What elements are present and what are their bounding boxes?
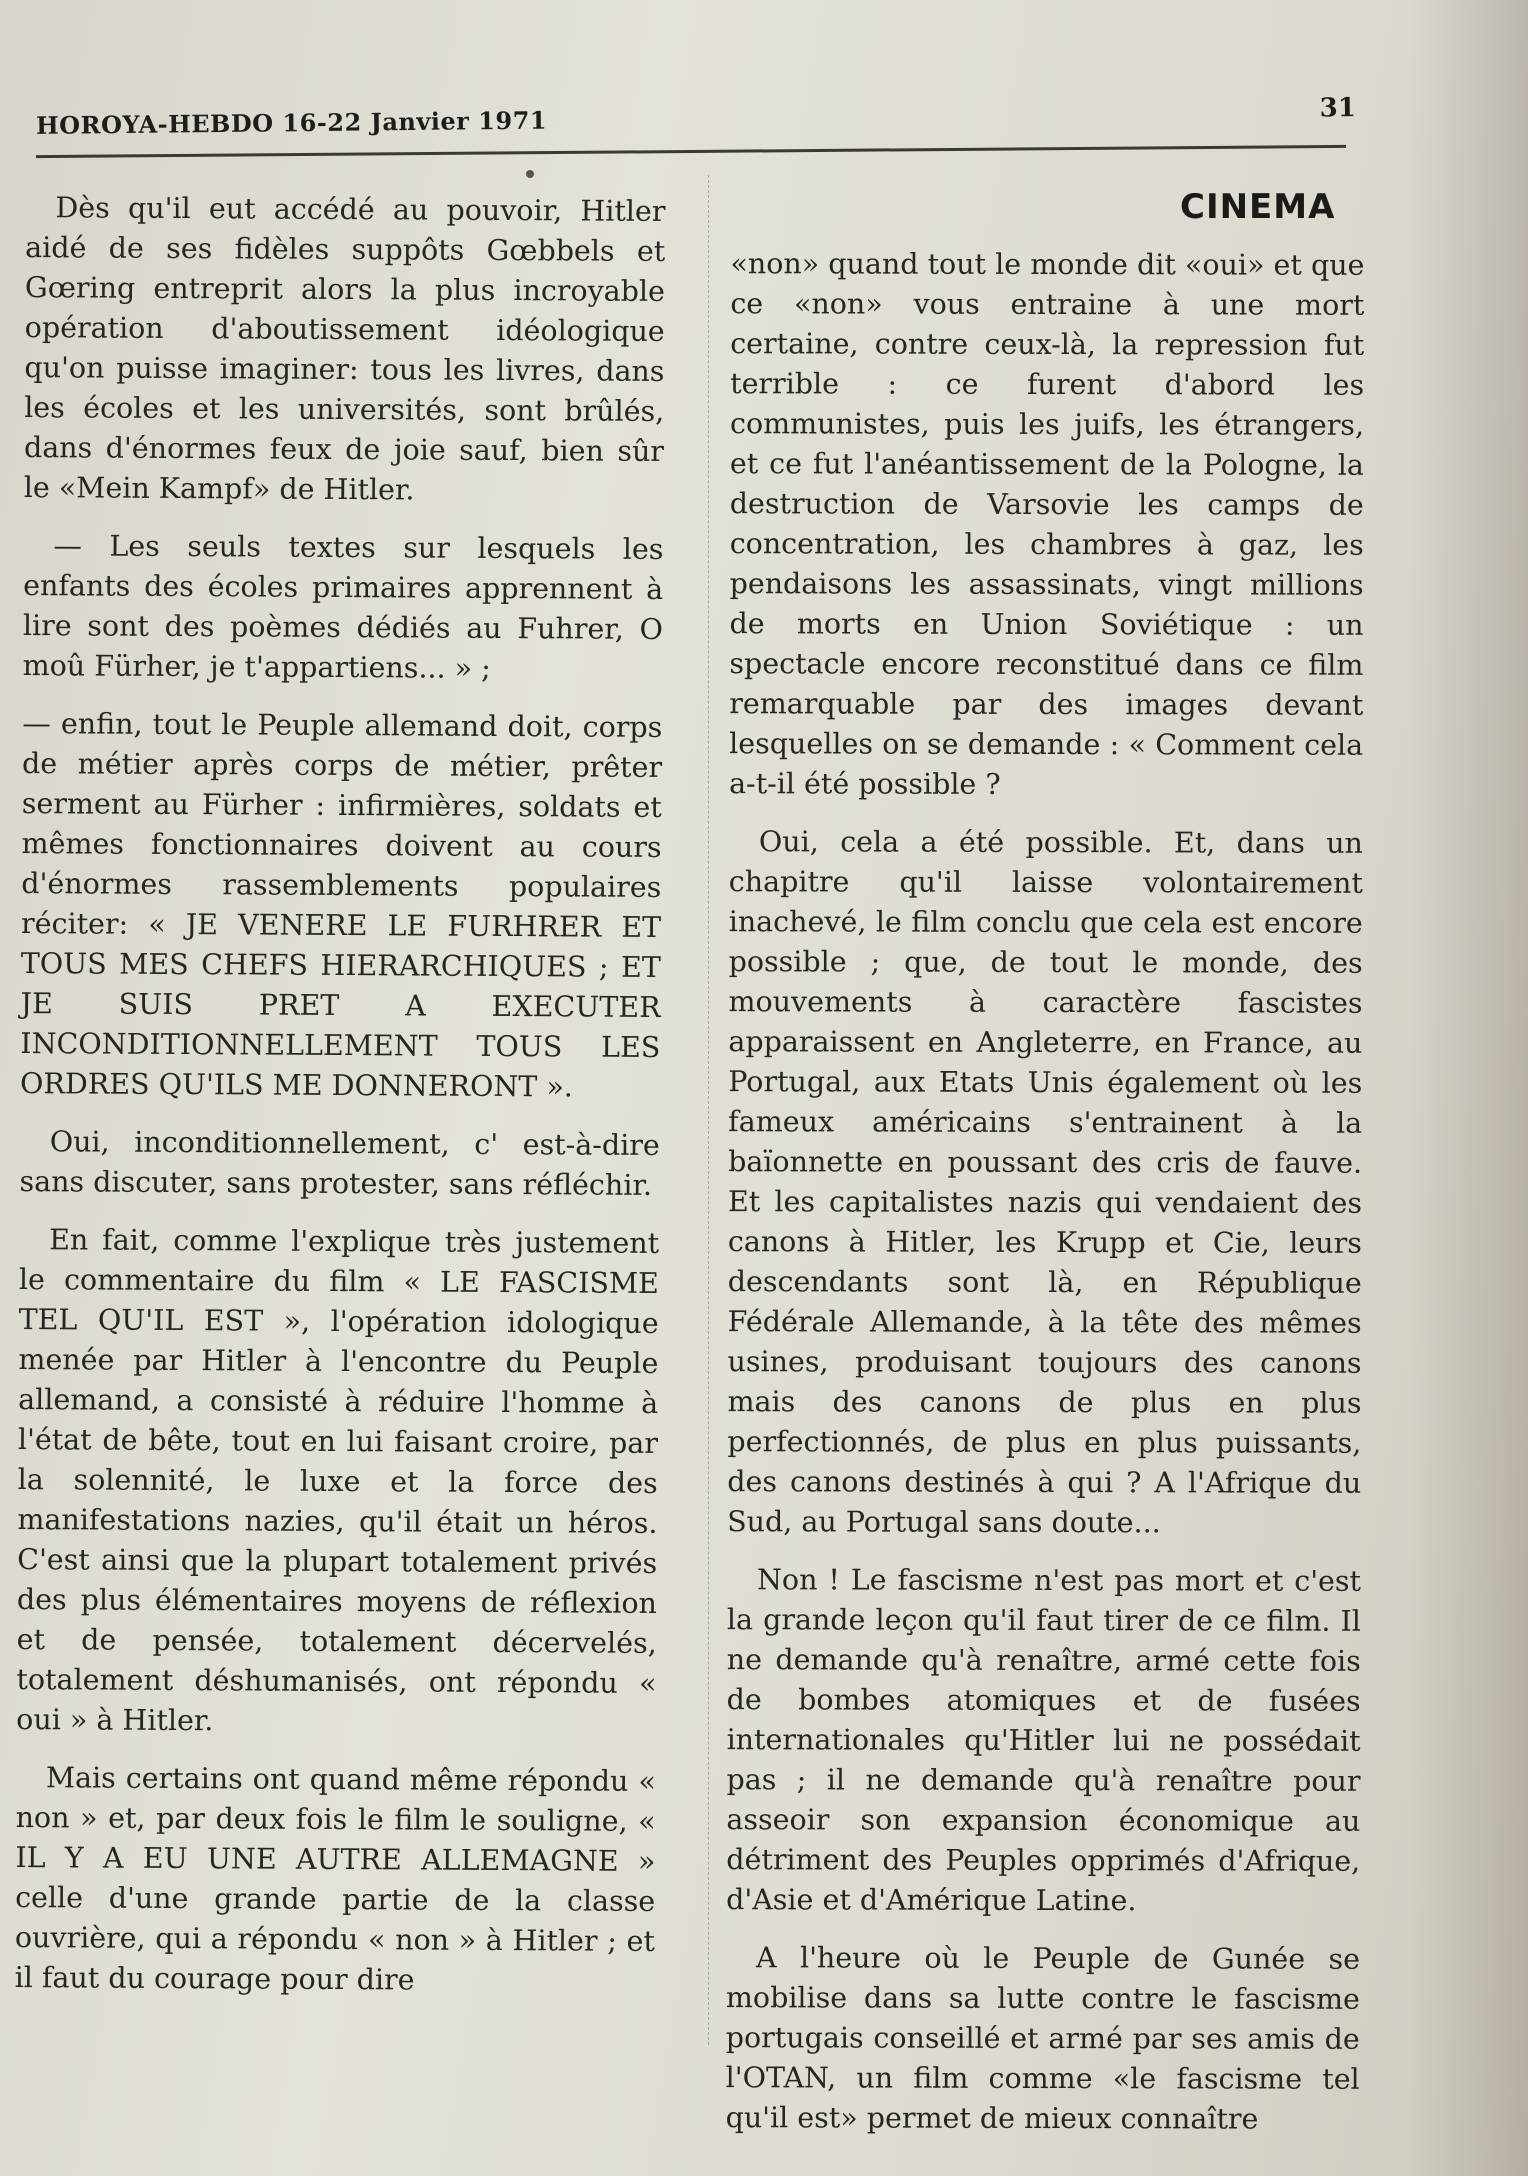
page-number: 31 (1319, 93, 1357, 124)
section-title: CINEMA (1180, 187, 1336, 227)
page-shadow (1408, 0, 1528, 2176)
left-paragraph-2: — Les seuls textes sur lesquels les enfants des écoles primaires apprennent à lire sont des poèmes dédiés au Fuhrer, O moû Fürher, je t'appartiens... » ; (22, 529, 664, 685)
right-paragraph-1: «non» quand tout le monde dit «oui» et que ce «non» vous entraine à une mort certaine, contre ceux-là, la repression fut terrible : ce furent d'abord les communistes, puis les juifs, les étrangers, et ce fut l'anéantissement de la Pologne, la destruction de Varsovie les camps de concentration, les chambres à gaz, les pendaisons les assassinats, vingt millions de morts en Union Soviétique : un spectacle encore reconstitué dans ce film remarquable par des images devant lesquelles on se demande : « Comment cela a-t-il été possible ? (729, 247, 1365, 801)
left-paragraph-5: En fait, comme l'explique très justement le commentaire du film « LE FASCISME TEL QU'IL EST », l'opération idologique menée par Hitler à l'encontre du Peuple allemand, a consisté à réduire l'homme à l'état de bête, tout en lui faisant croire, par la solennité, le luxe et la force des manifestations nazies, qu'il était un héros. C'est ainsi que la plupart totalement privés des plus élémentaires moyens de réflexion et de pensée, totalement décervelés, totalement déshumanisés, ont répondu « oui » à Hitler. (16, 1223, 660, 1738)
masthead-title: HOROYA-HEBDO 16-22 Janvier 1971 (35, 105, 548, 140)
masthead (36, 93, 1356, 151)
column-divider (708, 175, 709, 2045)
right-paragraph-4: A l'heure où le Peuple de Gunée se mobilise dans sa lutte contre le fascisme portugais conseillé et armé par ses amis de l'OTAN, un film comme «le fascisme tel qu'il est» permet de mieux connaître (725, 1941, 1361, 2136)
left-paragraph-1: Dès qu'il eut accédé au pouvoir, Hitler aidé de ses fidèles suppôts Gœbbels et Gœring entreprit alors la plus incroyable opération d'aboutissement idéologique qu'on puisse imaginer: tous les livres, dans les écoles et les universités, sont brûlés, dans d'énormes feux de joie sauf, bien sûr le «Mein Kampf» de Hitler. (23, 191, 666, 507)
right-paragraph-2: Oui, cela a été possible. Et, dans un chapitre qu'il laisse volontairement inachevé, le film conclu que cela est encore possible ; que, de tout le monde, des mouvements à caractère fascistes apparaissent en Angleterre, en France, au Portugal, aux Etats Unis également où les fameux américains s'entrainent à la baïonnette en poussant des cris de fauve. Et les capitalistes nazis qui vendaient des canons à Hitler, les Krupp et Cie, leurs descendants sont là, en République Fédérale Allemande, à la tête des mêmes usines, produisant toujours des canons mais des canons de plus en plus perfectionnés, de plus en plus puissants, des canons destinés à qui ? A l'Afrique du Sud, au Portugal sans doute... (727, 825, 1363, 1540)
right-column (725, 244, 1364, 2158)
right-paragraph-3: Non ! Le fascisme n'est pas mort et c'est la grande leçon qu'il faut tirer de ce film. Il ne demande qu'à renaître, armé cette fois de bombes atomiques et de fusées internationales qu'Hitler lui ne possédait pas ; il ne demande qu'à renaître pour asseoir son expansion économique au détriment des Peuples opprimés d'Afrique, d'Asie et d'Amérique Latine. (726, 1563, 1362, 1918)
left-paragraph-3: — enfin, tout le Peuple allemand doit, corps de métier après corps de métier, prêter serment au Fürher : infirmières, soldats et mêmes fonctionnaires doivent au cours d'énormes rassemblements populaires réciter: « JE VENERE LE FURHRER ET TOUS MES CHEFS HIERARCHIQUES ; ET JE SUIS PRET A EXECUTER INCONDITIONNELLEMENT TOUS LES ORDRES QU'ILS ME DONNERONT ». (20, 707, 663, 1104)
left-paragraph-6: Mais certains ont quand même répondu « non » et, par deux fois le film le souligne, « IL Y A EU UNE AUTRE ALLEMAGNE » celle d'une grande partie de la classe ouvrière, qui a répondu « non » à Hitler ; et il faut du courage pour dire (14, 1761, 656, 1997)
ink-dot (526, 170, 534, 178)
left-paragraph-4: Oui, inconditionnellement, c' est-à-dire sans discuter, sans protester, sans réfléchir. (19, 1125, 660, 1202)
left-column (14, 188, 665, 2020)
